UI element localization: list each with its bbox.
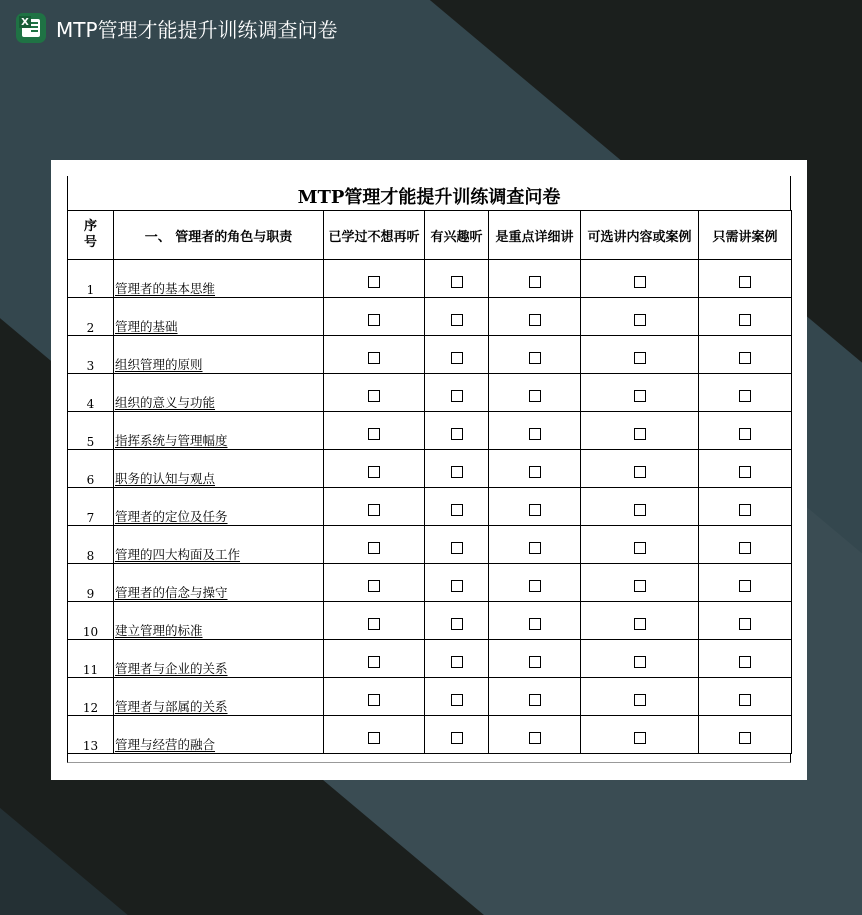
table-row bbox=[68, 678, 792, 716]
cell-interested bbox=[425, 450, 489, 488]
row-item: 管理的四大构面及工作 bbox=[114, 526, 324, 564]
checkbox-optional[interactable] bbox=[634, 504, 646, 516]
checkbox-learned[interactable] bbox=[368, 314, 380, 326]
cell-interested bbox=[425, 336, 489, 374]
checkbox-key-detail[interactable] bbox=[529, 618, 541, 630]
checkbox-learned[interactable] bbox=[368, 352, 380, 364]
cell-interested bbox=[425, 564, 489, 602]
cell-cases-only bbox=[699, 716, 792, 754]
checkbox-learned[interactable] bbox=[368, 504, 380, 516]
row-item: 管理者与企业的关系 bbox=[114, 640, 324, 678]
row-number: 9 bbox=[68, 564, 114, 602]
cell-optional bbox=[581, 260, 699, 298]
cell-key-detail bbox=[489, 526, 581, 564]
checkbox-key-detail[interactable] bbox=[529, 428, 541, 440]
table-row bbox=[68, 640, 792, 678]
cell-learned bbox=[324, 640, 425, 678]
cell-interested bbox=[425, 298, 489, 336]
checkbox-cases-only[interactable] bbox=[739, 352, 751, 364]
row-item: 建立管理的标准 bbox=[114, 602, 324, 640]
row-number: 2 bbox=[68, 298, 114, 336]
cell-optional bbox=[581, 602, 699, 640]
cell-cases-only bbox=[699, 602, 792, 640]
checkbox-cases-only[interactable] bbox=[739, 276, 751, 288]
checkbox-key-detail[interactable] bbox=[529, 732, 541, 744]
row-item: 组织的意义与功能 bbox=[114, 374, 324, 412]
cell-interested bbox=[425, 412, 489, 450]
checkbox-interested[interactable] bbox=[451, 352, 463, 364]
cell-optional bbox=[581, 336, 699, 374]
cell-cases-only bbox=[699, 374, 792, 412]
header-number bbox=[68, 211, 114, 260]
cell-learned bbox=[324, 526, 425, 564]
table-row bbox=[68, 374, 792, 412]
checkbox-interested[interactable] bbox=[451, 694, 463, 706]
row-item: 管理与经营的融合 bbox=[114, 716, 324, 754]
survey-table bbox=[67, 210, 792, 754]
cell-cases-only bbox=[699, 336, 792, 374]
cell-cases-only bbox=[699, 526, 792, 564]
checkbox-key-detail[interactable] bbox=[529, 656, 541, 668]
cell-interested bbox=[425, 640, 489, 678]
cell-key-detail bbox=[489, 412, 581, 450]
checkbox-learned[interactable] bbox=[368, 656, 380, 668]
cell-learned bbox=[324, 336, 425, 374]
cell-interested bbox=[425, 374, 489, 412]
cell-cases-only bbox=[699, 678, 792, 716]
cell-key-detail bbox=[489, 336, 581, 374]
checkbox-learned[interactable] bbox=[368, 428, 380, 440]
checkbox-key-detail[interactable] bbox=[529, 352, 541, 364]
row-number: 5 bbox=[68, 412, 114, 450]
row-number: 13 bbox=[68, 716, 114, 754]
cell-learned bbox=[324, 450, 425, 488]
cell-interested bbox=[425, 488, 489, 526]
checkbox-key-detail[interactable] bbox=[529, 580, 541, 592]
row-item: 职务的认知与观点 bbox=[114, 450, 324, 488]
checkbox-optional[interactable] bbox=[634, 580, 646, 592]
cell-learned bbox=[324, 298, 425, 336]
checkbox-key-detail[interactable] bbox=[529, 694, 541, 706]
row-item: 指挥系统与管理幅度 bbox=[114, 412, 324, 450]
cell-cases-only bbox=[699, 488, 792, 526]
checkbox-interested[interactable] bbox=[451, 732, 463, 744]
cell-learned bbox=[324, 488, 425, 526]
checkbox-key-detail[interactable] bbox=[529, 466, 541, 478]
checkbox-learned[interactable] bbox=[368, 694, 380, 706]
checkbox-key-detail[interactable] bbox=[529, 542, 541, 554]
header-cases-only: 只需讲案例 bbox=[699, 211, 792, 260]
checkbox-cases-only[interactable] bbox=[739, 390, 751, 402]
cell-key-detail bbox=[489, 298, 581, 336]
checkbox-interested[interactable] bbox=[451, 618, 463, 630]
checkbox-learned[interactable] bbox=[368, 276, 380, 288]
cell-optional bbox=[581, 450, 699, 488]
cell-key-detail bbox=[489, 374, 581, 412]
checkbox-cases-only[interactable] bbox=[739, 542, 751, 554]
checkbox-cases-only[interactable] bbox=[739, 428, 751, 440]
checkbox-optional[interactable] bbox=[634, 428, 646, 440]
row-item: 管理者的信念与操守 bbox=[114, 564, 324, 602]
row-number: 7 bbox=[68, 488, 114, 526]
header-learned: 已学过不想再听 bbox=[324, 211, 425, 260]
header-number-line1: 序 bbox=[83, 219, 97, 234]
row-number: 3 bbox=[68, 336, 114, 374]
checkbox-learned[interactable] bbox=[368, 466, 380, 478]
checkbox-learned[interactable] bbox=[368, 580, 380, 592]
checkbox-cases-only[interactable] bbox=[739, 694, 751, 706]
row-item: 管理者的基本思维 bbox=[114, 260, 324, 298]
row-number: 1 bbox=[68, 260, 114, 298]
cell-optional bbox=[581, 488, 699, 526]
checkbox-cases-only[interactable] bbox=[739, 504, 751, 516]
checkbox-learned[interactable] bbox=[368, 390, 380, 402]
checkbox-cases-only[interactable] bbox=[739, 656, 751, 668]
checkbox-interested[interactable] bbox=[451, 504, 463, 516]
cell-optional bbox=[581, 564, 699, 602]
cell-key-detail bbox=[489, 678, 581, 716]
table-row bbox=[68, 260, 792, 298]
cell-learned bbox=[324, 260, 425, 298]
cell-cases-only bbox=[699, 412, 792, 450]
cell-cases-only bbox=[699, 564, 792, 602]
checkbox-optional[interactable] bbox=[634, 276, 646, 288]
cell-interested bbox=[425, 260, 489, 298]
cell-optional bbox=[581, 716, 699, 754]
row-item: 管理的基础 bbox=[114, 298, 324, 336]
cell-optional bbox=[581, 374, 699, 412]
cell-cases-only bbox=[699, 640, 792, 678]
checkbox-learned[interactable] bbox=[368, 618, 380, 630]
checkbox-optional[interactable] bbox=[634, 352, 646, 364]
cell-key-detail bbox=[489, 488, 581, 526]
checkbox-optional[interactable] bbox=[634, 466, 646, 478]
table-row bbox=[68, 526, 792, 564]
cell-optional bbox=[581, 412, 699, 450]
cell-optional bbox=[581, 640, 699, 678]
table-row bbox=[68, 716, 792, 754]
checkbox-key-detail[interactable] bbox=[529, 390, 541, 402]
checkbox-interested[interactable] bbox=[451, 466, 463, 478]
cell-cases-only bbox=[699, 450, 792, 488]
cell-cases-only bbox=[699, 298, 792, 336]
cell-key-detail bbox=[489, 716, 581, 754]
checkbox-optional[interactable] bbox=[634, 732, 646, 744]
checkbox-cases-only[interactable] bbox=[739, 580, 751, 592]
checkbox-interested[interactable] bbox=[451, 656, 463, 668]
cell-learned bbox=[324, 564, 425, 602]
row-number: 6 bbox=[68, 450, 114, 488]
checkbox-optional[interactable] bbox=[634, 390, 646, 402]
checkbox-cases-only[interactable] bbox=[739, 732, 751, 744]
checkbox-optional[interactable] bbox=[634, 542, 646, 554]
survey-document bbox=[67, 176, 791, 763]
checkbox-interested[interactable] bbox=[451, 542, 463, 554]
table-row bbox=[68, 412, 792, 450]
checkbox-optional[interactable] bbox=[634, 618, 646, 630]
checkbox-key-detail[interactable] bbox=[529, 276, 541, 288]
cell-learned bbox=[324, 602, 425, 640]
header-key-detail: 是重点详细讲 bbox=[489, 211, 581, 260]
cell-interested bbox=[425, 678, 489, 716]
row-number: 10 bbox=[68, 602, 114, 640]
cell-key-detail bbox=[489, 602, 581, 640]
header-optional: 可选讲内容或案例 bbox=[581, 211, 699, 260]
cell-interested bbox=[425, 526, 489, 564]
cell-optional bbox=[581, 678, 699, 716]
document-title: MTP管理才能提升训练调查问卷 bbox=[67, 176, 791, 210]
cell-optional bbox=[581, 526, 699, 564]
checkbox-interested[interactable] bbox=[451, 390, 463, 402]
table-row bbox=[68, 450, 792, 488]
checkbox-key-detail[interactable] bbox=[529, 504, 541, 516]
checkbox-learned[interactable] bbox=[368, 542, 380, 554]
checkbox-optional[interactable] bbox=[634, 694, 646, 706]
checkbox-optional[interactable] bbox=[634, 656, 646, 668]
row-item: 管理者的定位及任务 bbox=[114, 488, 324, 526]
table-row bbox=[68, 298, 792, 336]
table-row bbox=[68, 488, 792, 526]
checkbox-learned[interactable] bbox=[368, 732, 380, 744]
checkbox-interested[interactable] bbox=[451, 580, 463, 592]
row-number: 11 bbox=[68, 640, 114, 678]
table-row bbox=[68, 602, 792, 640]
header-number-line2: 号 bbox=[83, 235, 97, 250]
cell-learned bbox=[324, 716, 425, 754]
cell-interested bbox=[425, 602, 489, 640]
header-interested: 有兴趣听 bbox=[425, 211, 489, 260]
cell-learned bbox=[324, 374, 425, 412]
checkbox-cases-only[interactable] bbox=[739, 314, 751, 326]
table-bottom bbox=[67, 754, 791, 763]
excel-icon: X bbox=[16, 13, 46, 43]
cell-key-detail bbox=[489, 564, 581, 602]
app-title: MTP管理才能提升训练调查问卷 bbox=[56, 17, 338, 42]
checkbox-interested[interactable] bbox=[451, 428, 463, 440]
checkbox-optional[interactable] bbox=[634, 314, 646, 326]
cell-optional bbox=[581, 298, 699, 336]
header-section: 一、 管理者的角色与职责 bbox=[114, 211, 324, 260]
cell-learned bbox=[324, 412, 425, 450]
row-number: 4 bbox=[68, 374, 114, 412]
checkbox-interested[interactable] bbox=[451, 276, 463, 288]
row-item: 管理者与部属的关系 bbox=[114, 678, 324, 716]
cell-interested bbox=[425, 716, 489, 754]
table-header-row bbox=[68, 211, 792, 260]
table-row bbox=[68, 336, 792, 374]
cell-learned bbox=[324, 678, 425, 716]
checkbox-interested[interactable] bbox=[451, 314, 463, 326]
cell-cases-only bbox=[699, 260, 792, 298]
table-row bbox=[68, 564, 792, 602]
checkbox-key-detail[interactable] bbox=[529, 314, 541, 326]
title-bar bbox=[16, 12, 338, 44]
cell-key-detail bbox=[489, 260, 581, 298]
row-item: 组织管理的原则 bbox=[114, 336, 324, 374]
checkbox-cases-only[interactable] bbox=[739, 618, 751, 630]
spreadsheet-preview bbox=[51, 160, 807, 780]
row-number: 8 bbox=[68, 526, 114, 564]
cell-key-detail bbox=[489, 640, 581, 678]
row-number: 12 bbox=[68, 678, 114, 716]
cell-key-detail bbox=[489, 450, 581, 488]
checkbox-cases-only[interactable] bbox=[739, 466, 751, 478]
